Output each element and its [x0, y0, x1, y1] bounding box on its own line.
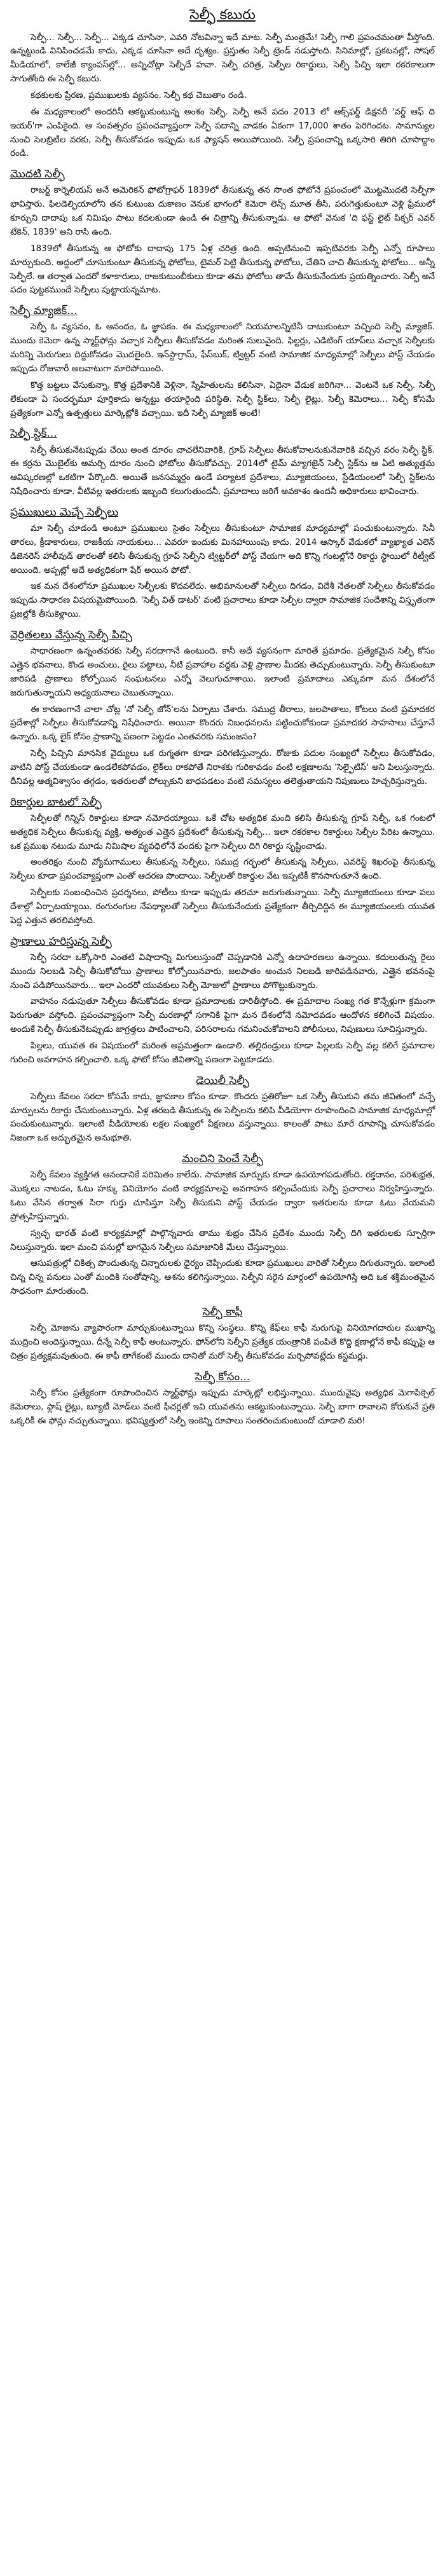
- body-paragraph: సెల్ఫీ కోసం ప్రత్యేకంగా రూపొందించిన స్మార్ట్‌ఫోన్లు ఇప్పుడు మార్కెట్లో లభిస్తున్నాయి. ముందువైపు అత్యధిక మెగాపిక్సెల్ కెమెరాలు, ఫ్లాష్ లైట్లు, బ్యూటీ మోడ్‌లు వంటి ఫీచర్లతో ఇవి యువతను ఆకట్టుకుంటున్నాయి. సెల్ఫీ బాగా రావాలని కోరుకునే ప్రతి ఒక్కరికీ ఈ ఫోన్లు నచ్చుతున్నాయి. భవిష్యత్తులో సెల్ఫీ ఇంకెన్ని రూపాలు సంతరించుకుంటుందో చూడాలి మరి!: [10, 1387, 435, 1426]
- article-section: [10, 1305, 435, 1364]
- body-paragraph: కొత్త బట్టలు వేసుకున్నా, కొత్త ప్రదేశానికి వెళ్లినా, స్నేహితులను కలిసినా, ఏదైనా వేడుక జరిగినా... వెంటనే ఒక సెల్ఫీ. సెల్ఫీ లేకుండా ఏ సందర్భమూ పూర్తికాదు అన్నట్టు తయారైంది పరిస్థితి. సెల్ఫీ స్టిక్‌లు, సెల్ఫీ లైట్లు, సెల్ఫీ కెమెరాలు... సెల్ఫీ కోసమే ప్రత్యేకంగా ఎన్నో ఉత్పత్తులు మార్కెట్లోకి వచ్చాయి. ఇదీ సెల్ఫీ మ్యాజిక్ అంటే!: [10, 380, 435, 418]
- body-paragraph: ఇక మన దేశంలోనూ ప్రముఖుల సెల్ఫీలకు కొదవలేదు. అభిమానులతో సెల్ఫీలు దిగడం, విదేశీ నేతలతో సెల్ఫీలు తీసుకోవడం ఇప్పుడు సాధారణ విషయమైపోయింది. 'సెల్ఫీ విత్ డాటర్' వంటి ప్రచారాలు కూడా సెల్ఫీల ద్వారా సామాజిక సందేశాన్ని విస్తృతంగా ప్రజల్లోకి తీసుకెళ్లాయి.: [10, 581, 435, 620]
- body-paragraph: ఈ కారణంగానే చాలా చోట్ల 'నో సెల్ఫీ జోన్'లను ఏర్పాటు చేశారు. సముద్ర తీరాలు, జలపాతాలు, కోటలు వంటి ప్రమాదకర ప్రదేశాల్లో సెల్ఫీలు తీసుకోవడాన్ని నిషేధించారు. అయినా కొందరు నిబంధనలను పట్టించుకోకుండా ప్రమాదకర సాహసాలు చేస్తూనే ఉన్నారు. ఒక్క లైక్ కోసం ప్రాణాన్ని పణంగా పెట్టడం ఎంతవరకు సమంజసం?: [10, 704, 435, 743]
- article-section: [10, 505, 435, 622]
- body-paragraph: సెల్ఫీ తీసుకునేటప్పుడు చేయి అంత దూరం చాచలేనివారికి, గ్రూప్ సెల్ఫీలు తీసుకోవాలనుకునేవారికి వచ్చిన వరం సెల్ఫీ స్టిక్. ఈ కర్రను మొబైల్‌కు అమర్చి దూరం నుంచి ఫోటోలు తీసుకోవచ్చు. 2014లో టైమ్ మ్యాగజైన్ సెల్ఫీ స్టిక్‌ను ఆ ఏటి అత్యుత్తమ ఆవిష్కరణల్లో ఒకటిగా పేర్కొంది. అయితే జనసమ్మర్దం ఉండే పర్యాటక ప్రదేశాలు, మ్యూజియంలు, స్టేడియంలలో సెల్ఫీ స్టిక్‌లను నిషేధించారు కూడా. వీటివల్ల ఇతరులకు ఇబ్బంది కలుగుతుందనీ, ప్రమాదాలు జరిగే అవకాశం ఉందనీ అధికారులు భావించారు.: [10, 444, 435, 497]
- section-heading: మంచిని పెంచే సెల్ఫీ: [182, 1153, 263, 1166]
- body-paragraph: పిల్లలు, యువత ఈ విషయంలో మరింత అప్రమత్తంగా ఉండాలి. తల్లిదండ్రులు కూడా పిల్లలకు సెల్ఫీ వల్ల కలిగే ప్రమాదాల గురించి అవగాహన కల్పించాలి. ఒక్క ఫోటో కోసం జీవితాన్ని పణంగా పెట్టకూడదు.: [10, 1040, 435, 1065]
- article-section: [10, 427, 435, 499]
- section-heading: రికార్డుల బాటలో సెల్ఫీ: [10, 795, 102, 809]
- article-section: [10, 935, 435, 1067]
- document-body: [10, 31, 435, 1428]
- body-paragraph: సెల్ఫీ మోజును వ్యాపారంగా మార్చుకుంటున్నాయి కొన్ని సంస్థలు. కొన్ని కేఫ్‌లు కాఫీ నురుగుపై వినియోగదారుల ముఖాన్ని ముద్రించి అందిస్తున్నాయి. దీన్నే సెల్ఫీ కాఫీ అంటున్నారు. ఫోన్‌లోని సెల్ఫీని ప్రత్యేక యంత్రానికి పంపితే కొద్ది క్షణాల్లోనే కాఫీ కప్పుపై ఆ చిత్రం ప్రత్యక్షమవుతుంది. ఈ కాఫీ తాగేకంటే ముందు దానితో మరో సెల్ఫీ తీసుకోవడం మర్చిపోవట్లేదు కస్టమర్లు.: [10, 1323, 435, 1361]
- body-paragraph: సాధారణంగా ఉన్నంతవరకు సెల్ఫీ సరదాగానే ఉంటుంది. కానీ అదే వ్యసనంగా మారితే ప్రమాదం. ప్రత్యేకమైన సెల్ఫీ కోసం ఎత్తైన భవనాలు, కొండ అంచులు, రైలు పట్టాలు, నీటి ప్రవాహాల వద్దకు వెళ్లి ప్రాణాల మీదకు తెచ్చుకుంటున్నారు. సెల్ఫీ తీసుకుంటూ జారిపడి ప్రాణాలు కోల్పోయిన సంఘటనలు ఎన్నో వెలుగుచూశాయి. ఇలాంటి ప్రమాదాలు ఎక్కువగా మన దేశంలోనే జరుగుతున్నాయని అధ్యయనాలు చెబుతున్నాయి.: [10, 646, 435, 698]
- article-section: [10, 167, 435, 298]
- section-heading: ప్రముఖులు మెచ్చే సెల్ఫీలు: [10, 505, 119, 519]
- body-paragraph: 1839లో తీసుకున్న ఆ ఫోటోకు దాదాపు 175 ఏళ్ల చరిత్ర ఉంది. అప్పటినుంచి ఇప్పటివరకు సెల్ఫీ ఎన్నో రూపాలు మార్చుకుంది. అద్దంలో చూసుకుంటూ తీసుకున్న ఫోటోలు, టైమర్ పెట్టి తీసుకున్న ఫోటోలు, చేతిని చాచి తీసుకున్న ఫోటోలు... అన్నీ సెల్ఫీలే. ఆ తర్వాత ఎందరో కళాకారులు, రాజకుటుంబీకులు కూడా తమ ఫోటోలు తామే తీసుకునేందుకు ప్రయత్నించారు. సెల్ఫీ అనే పదం పుట్టకముందే సెల్ఫీలు పుట్టాయన్నమాట.: [10, 243, 435, 296]
- body-paragraph: ఆసుపత్రుల్లో చికిత్స పొందుతున్న చిన్నారులకు ధైర్యం చెప్పేందుకు కూడా ప్రముఖులు వారితో సెల్ఫీలు దిగుతున్నారు. ఇలాంటి చిన్న చిన్న పనులు ఎంతో మందికి సంతోషాన్ని, ఆశను కలిగిస్తున్నాయి. సెల్ఫీని సరైన మార్గంలో ఉపయోగిస్తే అది ఒక శక్తిమంతమైన సాధనంగా మారుతుంది.: [10, 1258, 435, 1297]
- section-heading: వెర్రితలలు వేస్తున్న సెల్ఫీ పిచ్చి: [10, 629, 132, 642]
- article-section: [10, 31, 435, 161]
- body-paragraph: రాబర్ట్ కార్నెలియస్ అనే అమెరికన్ ఫోటోగ్రాఫర్ 1839లో తీసుకున్న తన సొంత ఫోటోనే ప్రపంచంలో మొట్టమొదటి సెల్ఫీగా భావిస్తారు. ఫిలడెల్ఫియాలోని తన కుటుంబ దుకాణం వెనుక భాగంలో కెమెరా లెన్స్ మూత తీసి, పరుగెత్తుకుంటూ వెళ్లి ఫ్రేములో కూర్చుని దాదాపు ఒక నిమిషం పాటు కదలకుండా ఉండి ఈ చిత్రాన్ని తీసుకున్నాడు. ఆ ఫోటో వెనుక 'ది ఫస్ట్ లైట్ పిక్చర్ ఎవర్ టేకెన్, 1839' అని రాసి ఉంది.: [10, 185, 435, 237]
- body-paragraph: సెల్ఫీలతో గిన్నిస్ రికార్డులు కూడా నమోదయ్యాయి. ఒకే చోట అత్యధిక మంది కలిసి తీసుకున్న గ్రూప్ సెల్ఫీ, ఒక గంటలో అత్యధిక సెల్ఫీలు తీసుకున్న వ్యక్తి, అత్యంత ఎత్తైన ప్రదేశంలో తీసుకున్న సెల్ఫీ... ఇలా రకరకాల రికార్డులు సెల్ఫీల పేరిట ఉన్నాయి. ఒక ప్రముఖ నటుడు మూడు నిమిషాల వ్యవధిలోనే వందకు పైగా సెల్ఫీలు దిగి రికార్డు సృష్టించాడు.: [10, 812, 435, 851]
- article-section: [10, 1074, 435, 1146]
- section-heading: సెల్ఫీ కోసం...: [195, 1370, 250, 1383]
- section-heading: ప్రాణాలు హరిస్తున్న సెల్ఫీ: [10, 935, 112, 948]
- section-heading: సెల్ఫీ స్టిక్...: [10, 427, 57, 441]
- section-heading: సెల్ఫీ మ్యాజిక్...: [10, 305, 78, 318]
- body-paragraph: సెల్ఫీ... సెల్ఫీ... సెల్ఫీ... ఎక్కడ చూసినా, ఎవరి నోటవిన్నా ఇదే మాట. సెల్ఫీ మంత్రమే! సెల్ఫీ గాలి ప్రపంచమంతా వీస్తోంది. ఉన్నట్టుండి వినిపించడమే కాదు, ఎక్కడ చూసినా అదే దృశ్యం. ప్రస్తుతం సెల్ఫీ ట్రెండ్ నడుస్తోంది. సినిమాల్లో, ప్రకటనల్లో, సోషల్ మీడియాలో, కాలేజీ క్యాంపస్‌ల్లో... అన్నిచోట్లా సెల్ఫీదే హవా. సెల్ఫీ చరిత్ర, సెల్ఫీల రికార్డులు, సెల్ఫీ పిచ్చి ఇలా రకరకాలుగా సాగుతోంది ఈ సెల్ఫీ కబురు.: [10, 32, 435, 85]
- article-section: [10, 795, 435, 928]
- body-paragraph: అంతరిక్షం నుంచి వ్యోమగాములు తీసుకున్న సెల్ఫీలు, సముద్ర గర్భంలో తీసుకున్న సెల్ఫీలు, ఎవరెస్ట్ శిఖరంపై తీసుకున్న సెల్ఫీలు కూడా ప్రపంచవ్యాప్తంగా ఎంతో ఆదరణ పొందాయి. సెల్ఫీలతో రికార్డుల వేట ఇప్పటికీ కొనసాగుతూనే ఉంది.: [10, 857, 435, 882]
- body-paragraph: సెల్ఫీ పిచ్చిని మానసిక వైద్యులు ఒక రుగ్మతగా కూడా పరిగణిస్తున్నారు. రోజుకు పదుల సంఖ్యలో సెల్ఫీలు తీసుకోవడం, వాటిని పోస్ట్ చేయకుండా ఉండలేకపోవడం, లైక్‌లు రాకపోతే నిరాశకు గురికావడం వంటి లక్షణాలను 'సెల్ఫైటిస్' అని పిలుస్తున్నారు. దీనివల్ల ఆత్మవిశ్వాసం తగ్గడం, ఇతరులతో పోల్చుకుని బాధపడటం వంటి సమస్యలు తలెత్తుతాయని నిపుణులు హెచ్చరిస్తున్నారు.: [10, 748, 435, 786]
- body-paragraph: సెల్ఫీ సరదా ఒక్కోసారి ఎంతటి విషాదాన్ని మిగులుస్తుందో చెప్పడానికి ఎన్నో ఉదాహరణలు ఉన్నాయి. కదులుతున్న రైలు ముందు నిలబడి సెల్ఫీ తీసుకోబోయి ప్రాణాలు కోల్పోయినవారు, జలపాతం అంచున నిలబడి జారిపడినవారు, ఎత్తైన భవనంపై నుంచి పడిపోయినవారు... ఇలా ఎందరో యువకులు సెల్ఫీ మోజులో ప్రాణాలు పోగొట్టుకున్నారు.: [10, 952, 435, 990]
- article-section: [10, 304, 435, 420]
- body-paragraph: సెల్ఫీ కేవలం వ్యక్తిగత ఆనందానికే పరిమితం కాలేదు. సామాజిక మార్పుకు కూడా ఉపయోగపడుతోంది. రక్తదానం, పరిశుభ్రత, మొక్కలు నాటడం, ఓటు హక్కు వినియోగం వంటి కార్యక్రమాలపై అవగాహన కల్పించేందుకు సెల్ఫీ ప్రచారాలు నిర్వహిస్తున్నారు. ఓటు వేసిన తర్వాత సిరా గుర్తు చూపిస్తూ సెల్ఫీ తీసుకుని పోస్ట్ చేయడం ద్వారా ఇతరులను కూడా ఓటు వేయమని ప్రోత్సహిస్తున్నారు.: [10, 1170, 435, 1222]
- document-title: సెల్ఫీ కబురు: [189, 7, 256, 23]
- body-paragraph: ఈ మధ్యకాలంలో అందరినీ ఆకట్టుకుంటున్న అంశం సెల్ఫీ. సెల్ఫీ అనే పదం 2013 లో ఆక్స్‌ఫర్డ్ డిక్షనరీ 'వర్డ్ ఆఫ్ ది ఇయర్'గా ఎంపికైంది. ఆ సంవత్సరం ప్రపంచవ్యాప్తంగా సెల్ఫీ పదాన్ని వాడకం ఏకంగా 17,000 శాతం పెరిగిందట. సామాన్యుల నుంచి సెలబ్రిటీల వరకు, సెల్ఫీ తీసుకోవడం ఇప్పుడు ఒక ఫ్యాషన్ అయిపోయింది. సెల్ఫీ ప్రపంచాన్ని ఒక్కసారి తిరిగి చూసొద్దాం రండి.: [10, 106, 435, 159]
- body-paragraph: వాహనం నడుపుతూ సెల్ఫీలు తీసుకోవడం కూడా ప్రమాదాలకు దారితీస్తోంది. ఈ ప్రమాదాల సంఖ్య గత కొన్నేళ్లుగా క్రమంగా పెరుగుతూ వస్తోంది. ప్రపంచవ్యాప్తంగా సెల్ఫీ మరణాల్లో సగానికి పైగా మన దేశంలోనే నమోదవడం ఆందోళన కలిగించే విషయం. అందుకే సెల్ఫీ తీసుకునేటప్పుడు జాగ్రత్తలు పాటించాలని, పరిసరాలను గమనించుకోవాలని పోలీసులు, నిపుణులు సూచిస్తున్నారు.: [10, 996, 435, 1035]
- section-heading: సెల్ఫీ కాఫీ: [202, 1306, 243, 1319]
- body-paragraph: మా సెల్ఫీ చూడండి అంటూ ప్రముఖులు సైతం సెల్ఫీలు తీసుకుంటూ సామాజిక మాధ్యమాల్లో పంచుకుంటున్నారు. సినీ తారలు, క్రీడాకారులు, రాజకీయ నాయకులు... ఎవరూ ఇందుకు మినహాయింపు కాదు. 2014 ఆస్కార్ వేడుకలో వ్యాఖ్యాత ఎలెన్ డిజెనరెస్ హాలీవుడ్ తారలతో కలిసి తీసుకున్న గ్రూప్ సెల్ఫీని ట్విట్టర్‌లో పోస్ట్ చేయగా అది కొన్ని గంటల్లోనే రికార్డు స్థాయిలో రీట్వీట్ అయింది. అప్పట్లో అదే అత్యధికంగా షేర్ అయిన ఫోటో.: [10, 523, 435, 575]
- article-section: [10, 628, 435, 789]
- section-heading: డెయిలీ సెల్ఫీ: [196, 1074, 249, 1087]
- body-paragraph: సెల్ఫీలు కేవలం సరదా కోసమే కాదు, జ్ఞాపకాల కోసం కూడా. కొందరు ప్రతిరోజూ ఒక సెల్ఫీ తీసుకుని తమ జీవితంలో వచ్చే మార్పులను రికార్డు చేసుకుంటున్నారు. ఏళ్ల తరబడి తీసుకున్న ఈ సెల్ఫీలను కలిపి వీడియోగా రూపొందించి సామాజిక మాధ్యమాల్లో పంచుకుంటున్నారు. ఇలాంటి వీడియోలకు లక్షల సంఖ్యలో వీక్షణలు వస్తున్నాయి. కాలంతో పాటు మారే రూపాన్ని చూసుకోవడం నిజంగా ఒక అద్భుతమైన అనుభూతి.: [10, 1091, 435, 1144]
- article-section: [10, 1152, 435, 1299]
- section-heading: మొదటి సెల్ఫీ: [10, 168, 65, 181]
- body-paragraph: కథకులకు ప్రేరణ, ప్రముఖులకు వ్యసనం. సెల్ఫీ కథ చెబుతాం రండి.: [31, 90, 247, 101]
- body-paragraph: సెల్ఫీ ఓ వ్యసనం, ఓ ఆనందం, ఓ జ్ఞాపకం. ఈ మధ్యకాలంలో నియమాలన్నిటినీ దాటుకుంటూ వచ్చింది సెల్ఫీ మ్యాజిక్. ముందు కెమెరా ఉన్న స్మార్ట్‌ఫోన్లు వచ్చాక సెల్ఫీలు తీసుకోవడం మరింత సులువైంది. ఫిల్టర్లు, ఎడిటింగ్ యాప్‌లు వచ్చాక సెల్ఫీలకు మరిన్ని మెరుగులు దిద్దుకోవడం మొదలైంది. ఇన్‌స్టాగ్రామ్, ఫేస్‌బుక్, ట్విట్టర్ వంటి సామాజిక మాధ్యమాల్లో సెల్ఫీలు పోస్ట్ చేయడం ఇప్పుడు రోజువారీ అలవాటుగా మారిపోయింది.: [10, 322, 435, 374]
- body-paragraph: స్వచ్ఛ భారత్ వంటి కార్యక్రమాల్లో పాల్గొన్నవారు తాము శుభ్రం చేసిన ప్రదేశం ముందు సెల్ఫీ దిగి ఇతరులకు స్ఫూర్తిగా నిలుస్తున్నారు. ఇలా మంచి పనుల్లో భాగమైన సెల్ఫీలు సమాజానికి మేలు చేస్తున్నాయి.: [10, 1228, 435, 1252]
- body-paragraph: సెల్ఫీలకు సంబంధించిన ప్రదర్శనలు, పోటీలు కూడా ఇప్పుడు తరచూ జరుగుతున్నాయి. సెల్ఫీ మ్యూజియంలు కూడా పలు దేశాల్లో ఏర్పాటయ్యాయి. రంగురంగుల నేపథ్యాలతో సెల్ఫీలు తీసుకునేందుకు ప్రత్యేకంగా తీర్చిదిద్దిన ఈ మ్యూజియంలకు యువత పెద్ద ఎత్తున తరలివస్తోంది.: [10, 887, 435, 926]
- article-section: [10, 1370, 435, 1428]
